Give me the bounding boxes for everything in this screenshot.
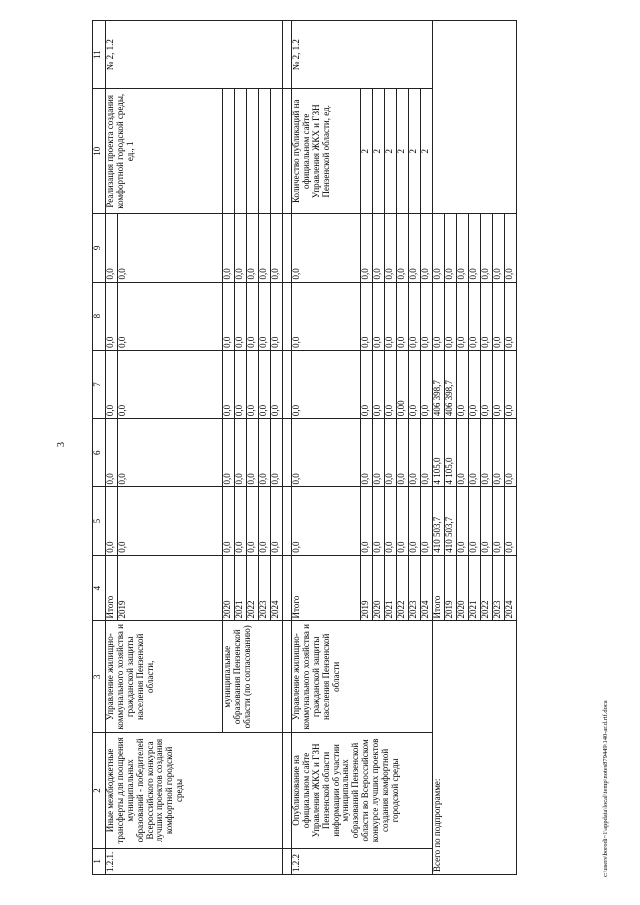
value-cell: 0,0: [469, 214, 481, 282]
reference: № 2, 1.2: [292, 21, 433, 89]
value-cell: 0,0: [118, 487, 223, 555]
value-cell: 0,0: [235, 350, 247, 418]
table-row: [106, 21, 118, 875]
value-cell: 0,0: [421, 487, 433, 555]
value-cell: 0,0: [247, 350, 259, 418]
year-cell: 2024: [505, 555, 517, 621]
value-cell: 0,0: [397, 419, 409, 487]
value-cell: 406 398,7: [445, 350, 457, 418]
value-cell: 0,0: [469, 282, 481, 350]
value-cell: 0,0: [271, 487, 283, 555]
value-cell: 0,0: [292, 214, 361, 282]
value-cell: 0,0: [118, 350, 223, 418]
value-cell: 0,0: [373, 350, 385, 418]
value-cell: 0,0: [469, 350, 481, 418]
value-cell: 0,0: [235, 487, 247, 555]
year-cell: 2020: [223, 555, 235, 621]
executor: Управление жилищно-коммунального хозяйства и гражданской защиты населения Пензенской области,: [106, 621, 223, 733]
value-cell: 0,0: [409, 419, 421, 487]
value-cell: 0,0: [385, 487, 397, 555]
activity-name: Иные межбюджетные трансферты для поощрения муниципальных образований - победителей Всероссийского конкурса лучших проектов создания комфортной городской среды: [106, 733, 283, 849]
year-cell: 2021: [235, 555, 247, 621]
value-cell: 0,0: [481, 350, 493, 418]
program-activities-table: [92, 20, 517, 875]
activity-name: Опубликование на официальном сайте Управления ЖКХ и ГЗН Пензенской области информации об участии муниципальных образований Пензенской области во Всероссийском конкурсе лучших проектов создания комфортной городской среды: [292, 733, 433, 849]
value-cell: 0,0: [457, 487, 469, 555]
value-cell: 0,0: [457, 350, 469, 418]
value-cell: 0,0: [292, 487, 361, 555]
value-cell: 0,0: [106, 282, 118, 350]
year-cell: 2022: [481, 555, 493, 621]
value-cell: 0,0: [409, 487, 421, 555]
year-cell: 2022: [397, 555, 409, 621]
indicator: Количество публикаций на официальном сайте Управления ЖКХ и ГЗН Пензенской области, ед.: [292, 89, 361, 214]
year-cell: 2021: [469, 555, 481, 621]
value-cell: 0,0: [247, 419, 259, 487]
value-cell: 0,0: [259, 350, 271, 418]
value-cell: 0,0: [469, 487, 481, 555]
value-cell: 0,0: [271, 350, 283, 418]
value-cell: 0,0: [505, 350, 517, 418]
value-cell: 406 398,7: [433, 350, 445, 418]
value-cell: 0,0: [235, 214, 247, 282]
year-cell: 2022: [247, 555, 259, 621]
value-cell: 0,0: [247, 282, 259, 350]
header-row: [93, 21, 106, 875]
col-header-2: 2: [93, 733, 106, 849]
year-cell: 2023: [493, 555, 505, 621]
col-header-11: 11: [93, 21, 106, 89]
year-cell: 2024: [271, 555, 283, 621]
value-cell: 0,0: [385, 350, 397, 418]
year-cell: 2023: [409, 555, 421, 621]
rotated-table-container: [92, 20, 602, 875]
year-cell: 2021: [385, 555, 397, 621]
value-cell: 0,0: [397, 487, 409, 555]
indicator-value: 2: [361, 89, 373, 214]
value-cell: 0,0: [223, 487, 235, 555]
page-number: 3: [56, 442, 67, 447]
value-cell: 0,0: [247, 214, 259, 282]
table-row: [433, 21, 445, 875]
value-cell: 0,0: [457, 419, 469, 487]
value-cell: 0,0: [223, 214, 235, 282]
value-cell: 4 105,0: [445, 419, 457, 487]
value-cell: 0,0: [106, 487, 118, 555]
col-header-4: 4: [93, 555, 106, 621]
col-header-3: 3: [93, 621, 106, 733]
indicator-value: 2: [409, 89, 421, 214]
value-cell: 0,0: [457, 214, 469, 282]
value-cell: 0,0: [106, 350, 118, 418]
value-cell: 0,0: [106, 419, 118, 487]
value-cell: 0,0: [433, 282, 445, 350]
executor: Управление жилищно-коммунального хозяйства и гражданской защиты населения Пензенской области: [292, 621, 433, 733]
empty-cell: [271, 89, 283, 214]
value-cell: 0,0: [409, 282, 421, 350]
value-cell: 0,0: [259, 487, 271, 555]
value-cell: 0,0: [481, 214, 493, 282]
value-cell: 0,0: [481, 282, 493, 350]
value-cell: 0,0: [505, 419, 517, 487]
indicator-value: 2: [385, 89, 397, 214]
value-cell: 0,0: [493, 487, 505, 555]
value-cell: 0,0: [361, 487, 373, 555]
value-cell: 0,0: [481, 487, 493, 555]
value-cell: 0,0: [292, 282, 361, 350]
value-cell: 0,0: [445, 282, 457, 350]
year-cell: Итого: [433, 555, 445, 621]
value-cell: 0,0: [481, 419, 493, 487]
empty-cell: [223, 89, 235, 214]
reference: № 2, 1.2: [106, 21, 283, 89]
value-cell: 0,0: [445, 214, 457, 282]
value-cell: 0,0: [247, 487, 259, 555]
value-cell: 0,0: [385, 282, 397, 350]
indicator-value: 2: [421, 89, 433, 214]
value-cell: 0,0: [223, 350, 235, 418]
value-cell: 0,0: [271, 214, 283, 282]
indicator-value: 2: [373, 89, 385, 214]
year-cell: 2019: [118, 555, 223, 621]
empty-cell: [235, 89, 247, 214]
value-cell: 410 503,7: [445, 487, 457, 555]
value-cell: 0,0: [259, 282, 271, 350]
value-cell: 0,0: [361, 350, 373, 418]
col-header-8: 8: [93, 282, 106, 350]
year-cell: 2019: [361, 555, 373, 621]
value-cell: 0,0: [421, 282, 433, 350]
table-row: [292, 21, 361, 875]
value-cell: 0,0: [373, 419, 385, 487]
value-cell: 0,0: [421, 214, 433, 282]
value-cell: 0,0: [118, 214, 223, 282]
value-cell: 0,0: [118, 419, 223, 487]
col-header-7: 7: [93, 350, 106, 418]
value-cell: 0,0: [493, 214, 505, 282]
value-cell: 410 503,7: [433, 487, 445, 555]
value-cell: 0,0: [271, 419, 283, 487]
value-cell: 0,0: [505, 487, 517, 555]
value-cell: 0,0: [421, 419, 433, 487]
value-cell: 0,0: [373, 487, 385, 555]
col-header-1: 1: [93, 848, 106, 874]
value-cell: 0,0: [493, 350, 505, 418]
year-cell: 2023: [259, 555, 271, 621]
indicator-value: 2: [397, 89, 409, 214]
col-header-9: 9: [93, 214, 106, 282]
value-cell: 0,0: [505, 214, 517, 282]
year-cell: 2024: [421, 555, 433, 621]
value-cell: 0,0: [106, 214, 118, 282]
value-cell: 0,0: [292, 419, 361, 487]
empty-cell: [247, 89, 259, 214]
value-cell: 0,0: [235, 419, 247, 487]
value-cell: 0,0: [409, 214, 421, 282]
value-cell: 0,0: [409, 350, 421, 418]
year-cell: 2019: [445, 555, 457, 621]
col-header-6: 6: [93, 419, 106, 487]
value-cell: 0,0: [397, 214, 409, 282]
subprogram-total-label: Всего по подпрограмме:: [433, 621, 517, 875]
value-cell: 0,0: [292, 350, 361, 418]
value-cell: 0,0: [457, 282, 469, 350]
col-header-10: 10: [93, 89, 106, 214]
executor: муниципальные образования Пензенской области (по согласованию): [223, 621, 283, 733]
value-cell: 0,0: [469, 419, 481, 487]
value-cell: 0,0: [271, 282, 283, 350]
value-cell: 0,0: [373, 282, 385, 350]
value-cell: 0,00: [397, 350, 409, 418]
year-cell: 2020: [457, 555, 469, 621]
row-number: 1.2.1.: [106, 848, 283, 874]
value-cell: 0,0: [385, 419, 397, 487]
value-cell: 4 105,0: [433, 419, 445, 487]
file-path-footer: c:\users\borodi~1\appdata\local\temp\notes879449\140-ar.d.rtf.doca: [602, 700, 609, 877]
value-cell: 0,0: [397, 282, 409, 350]
value-cell: 0,0: [259, 214, 271, 282]
row-number: 1.2.2: [292, 848, 433, 874]
value-cell: 0,0: [361, 282, 373, 350]
indicator: Реализация проекта создания комфортной городской среды, ед., 1: [106, 89, 223, 214]
value-cell: 0,0: [421, 350, 433, 418]
value-cell: 0,0: [493, 419, 505, 487]
value-cell: 0,0: [373, 214, 385, 282]
value-cell: 0,0: [223, 282, 235, 350]
year-cell: Итого: [292, 555, 361, 621]
col-header-5: 5: [93, 487, 106, 555]
year-cell: 2020: [373, 555, 385, 621]
empty-cell: [259, 89, 271, 214]
value-cell: 0,0: [493, 282, 505, 350]
value-cell: 0,0: [235, 282, 247, 350]
value-cell: 0,0: [118, 282, 223, 350]
value-cell: 0,0: [361, 214, 373, 282]
value-cell: 0,0: [433, 214, 445, 282]
value-cell: 0,0: [223, 419, 235, 487]
empty-cell: [433, 21, 517, 214]
value-cell: 0,0: [259, 419, 271, 487]
value-cell: 0,0: [361, 419, 373, 487]
value-cell: 0,0: [385, 214, 397, 282]
year-cell: Итого: [106, 555, 118, 621]
value-cell: 0,0: [505, 282, 517, 350]
